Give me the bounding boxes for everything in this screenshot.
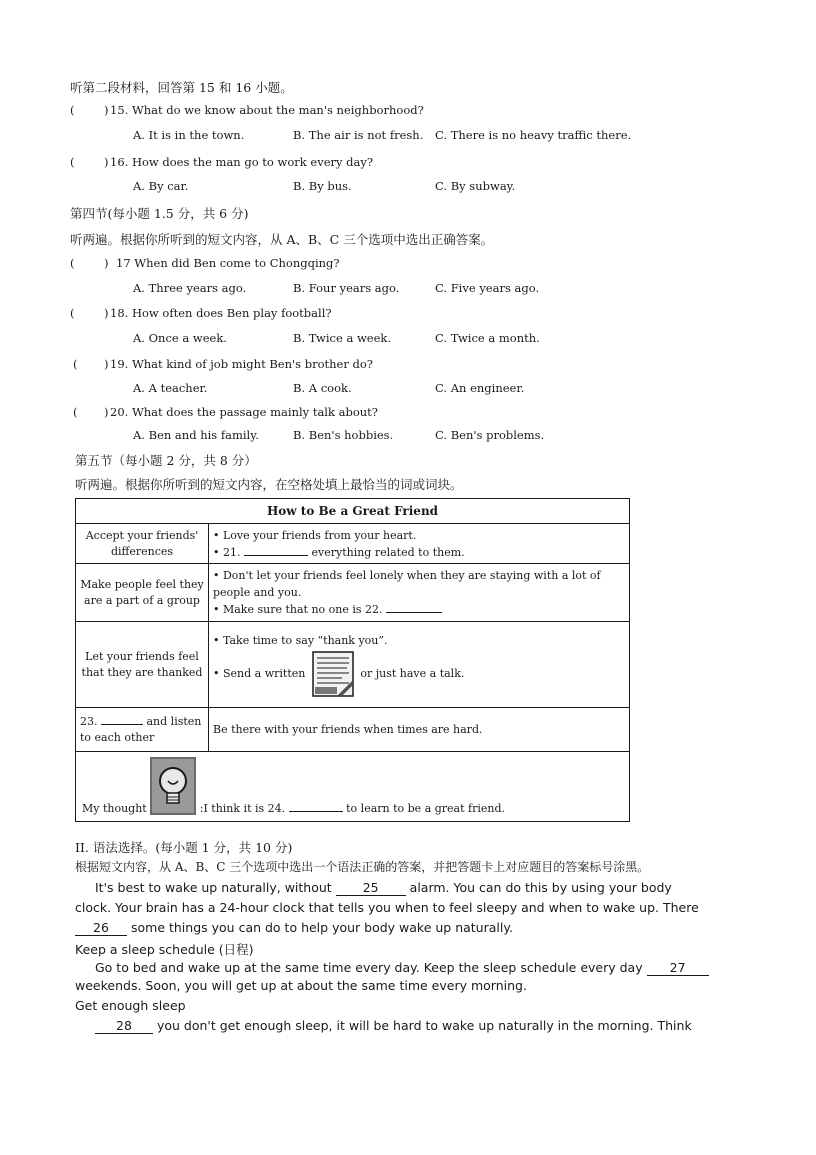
q20-answer-paren-close: )	[104, 405, 109, 419]
q16-answer-paren-open[interactable]: (	[70, 155, 75, 169]
q22-blank[interactable]	[386, 612, 442, 613]
my-thought-label: My thought	[82, 802, 147, 815]
section4-title: 第四节(每小题 1.5 分，共 6 分)	[70, 206, 249, 221]
passage-line-2: clock. Your brain has a 24-hour clock that tells you when to feel sleepy and when to wake up. There	[75, 900, 699, 915]
lightbulb-image	[150, 757, 196, 815]
passage-line-3	[75, 920, 513, 936]
q24-rest: to learn to be a great friend.	[346, 802, 506, 815]
q20-option-b: B. Ben's hobbies.	[293, 428, 394, 442]
grammar-instructions: 根据短文内容，从 A、B、C 三个选项中选出一个语法正确的答案，并把答题卡上对应题目的答案标号涂黑。	[75, 860, 650, 874]
q20-option-a: A. Ben and his family.	[133, 428, 259, 442]
row1-content	[209, 524, 630, 564]
q15-option-c: C. There is no heavy traffic there.	[435, 128, 632, 142]
q19-option-c: C. An engineer.	[435, 381, 525, 395]
q22-label: • Make sure that no one is 22.	[213, 603, 383, 616]
q25-blank[interactable]: 25	[336, 880, 406, 896]
letter-image	[312, 651, 354, 697]
q19-stem: 19. What kind of job might Ben's brother do?	[110, 357, 373, 371]
table-title: How to Be a Great Friend	[76, 499, 630, 524]
row4-label	[76, 708, 209, 752]
q15-option-b: B. The air is not fresh.	[293, 128, 424, 142]
row1-label: Accept your friends' differences	[76, 524, 209, 564]
row3-content	[209, 622, 630, 708]
q19-answer-paren-open[interactable]: (	[73, 357, 78, 371]
row2-bullet-lonely: • Don't let your friends feel lonely when they are staying with a lot of people and you.	[213, 569, 601, 599]
great-friend-table	[75, 498, 630, 822]
q17-stem: 17 When did Ben come to Chongqing?	[116, 256, 340, 270]
intro-second-material: 听第二段材料，回答第 15 和 16 小题。	[70, 80, 293, 95]
q17-answer-paren-open[interactable]: (	[70, 256, 75, 270]
q23-blank[interactable]	[101, 724, 143, 725]
subheading-sleep-schedule: Keep a sleep schedule (日程)	[75, 942, 254, 957]
row3-bullet-thanks: • Take time to say “thank you”.	[213, 634, 388, 647]
q18-option-c: C. Twice a month.	[435, 331, 540, 345]
section5-instructions: 听两遍。根据你所听到的短文内容，在空格处填上最恰当的词或词块。	[75, 477, 463, 492]
q17-option-a: A. Three years ago.	[133, 281, 247, 295]
q18-answer-paren-close: )	[104, 306, 109, 320]
q19-answer-paren-close: )	[104, 357, 109, 371]
row1-bullet-21	[213, 544, 625, 561]
q16-option-c: C. By subway.	[435, 179, 516, 193]
q17-answer-paren-close: )	[104, 256, 109, 270]
q15-option-a: A. It is in the town.	[133, 128, 245, 142]
row3-bullet-letter	[213, 651, 625, 697]
q20-stem: 20. What does the passage mainly talk about?	[110, 405, 378, 419]
passage-1a: It's best to wake up naturally, without	[95, 880, 332, 895]
row4-content: Be there with your friends when times are hard.	[209, 708, 630, 752]
passage-3: some things you can do to help your body wake up naturally.	[130, 920, 513, 935]
q23-rest: and listen to each other	[80, 714, 202, 744]
passage-line-1	[95, 880, 672, 896]
passage-1b: alarm. You can do this by using your body	[409, 880, 672, 895]
row1-bullet-love: • Love your friends from your heart.	[213, 528, 417, 542]
grammar-title: II. 语法选择。(每小题 1 分，共 10 分)	[75, 840, 293, 855]
row2-bullet-22	[213, 601, 625, 618]
section5-title: 第五节（每小题 2 分，共 8 分）	[75, 453, 257, 468]
row5-thought	[76, 752, 630, 822]
row2-label: Make people feel they are a part of a group	[76, 564, 209, 622]
q19-option-b: B. A cook.	[293, 381, 352, 395]
passage-line-6	[95, 1018, 692, 1034]
q19-option-a: A. A teacher.	[133, 381, 208, 395]
passage-line-4	[95, 960, 709, 976]
q15-answer-paren-close: )	[104, 103, 109, 117]
q16-stem: 16. How does the man go to work every day?	[110, 155, 374, 169]
letter-icon	[312, 651, 354, 697]
q17-option-b: B. Four years ago.	[293, 281, 400, 295]
q18-answer-paren-open[interactable]: (	[70, 306, 75, 320]
q27-blank[interactable]: 27	[647, 960, 709, 976]
q18-stem: 18. How often does Ben play football?	[110, 306, 332, 320]
q28-blank[interactable]: 28	[95, 1018, 153, 1034]
q20-option-c: C. Ben's problems.	[435, 428, 545, 442]
q21-rest: everything related to them.	[311, 545, 465, 559]
row3-send-written: • Send a written	[213, 667, 306, 680]
q16-answer-paren-close: )	[104, 155, 109, 169]
q17-option-c: C. Five years ago.	[435, 281, 540, 295]
row3-label: Let your friends feel that they are thanked	[76, 622, 209, 708]
q24-blank[interactable]	[289, 811, 343, 812]
q21-blank[interactable]	[244, 555, 308, 556]
row2-content	[209, 564, 630, 622]
q21-label: • 21.	[213, 545, 241, 559]
q23-label: 23.	[80, 714, 98, 728]
q15-answer-paren-open[interactable]: (	[70, 103, 75, 117]
section4-instructions: 听两遍。根据你所听到的短文内容，从 A、B、C 三个选项中选出正确答案。	[70, 232, 494, 247]
row3-or-talk: or just have a talk.	[360, 667, 465, 680]
q26-blank[interactable]: 26	[75, 920, 127, 936]
lightbulb-icon	[150, 757, 196, 815]
passage-line-5: weekends. Soon, you will get up at about the same time every morning.	[75, 978, 527, 993]
q20-answer-paren-open[interactable]: (	[73, 405, 78, 419]
q18-option-b: B. Twice a week.	[293, 331, 392, 345]
passage-4a: Go to bed and wake up at the same time every day. Keep the sleep schedule every day	[95, 960, 643, 975]
q16-option-b: B. By bus.	[293, 179, 352, 193]
subheading-enough-sleep: Get enough sleep	[75, 998, 186, 1013]
q16-option-a: A. By car.	[133, 179, 189, 193]
q18-option-a: A. Once a week.	[133, 331, 227, 345]
q24-prefix: :I think it is 24.	[199, 802, 286, 815]
q15-stem: 15. What do we know about the man's neighborhood?	[110, 103, 424, 117]
passage-6: you don't get enough sleep, it will be hard to wake up naturally in the morning. Think	[156, 1018, 692, 1033]
